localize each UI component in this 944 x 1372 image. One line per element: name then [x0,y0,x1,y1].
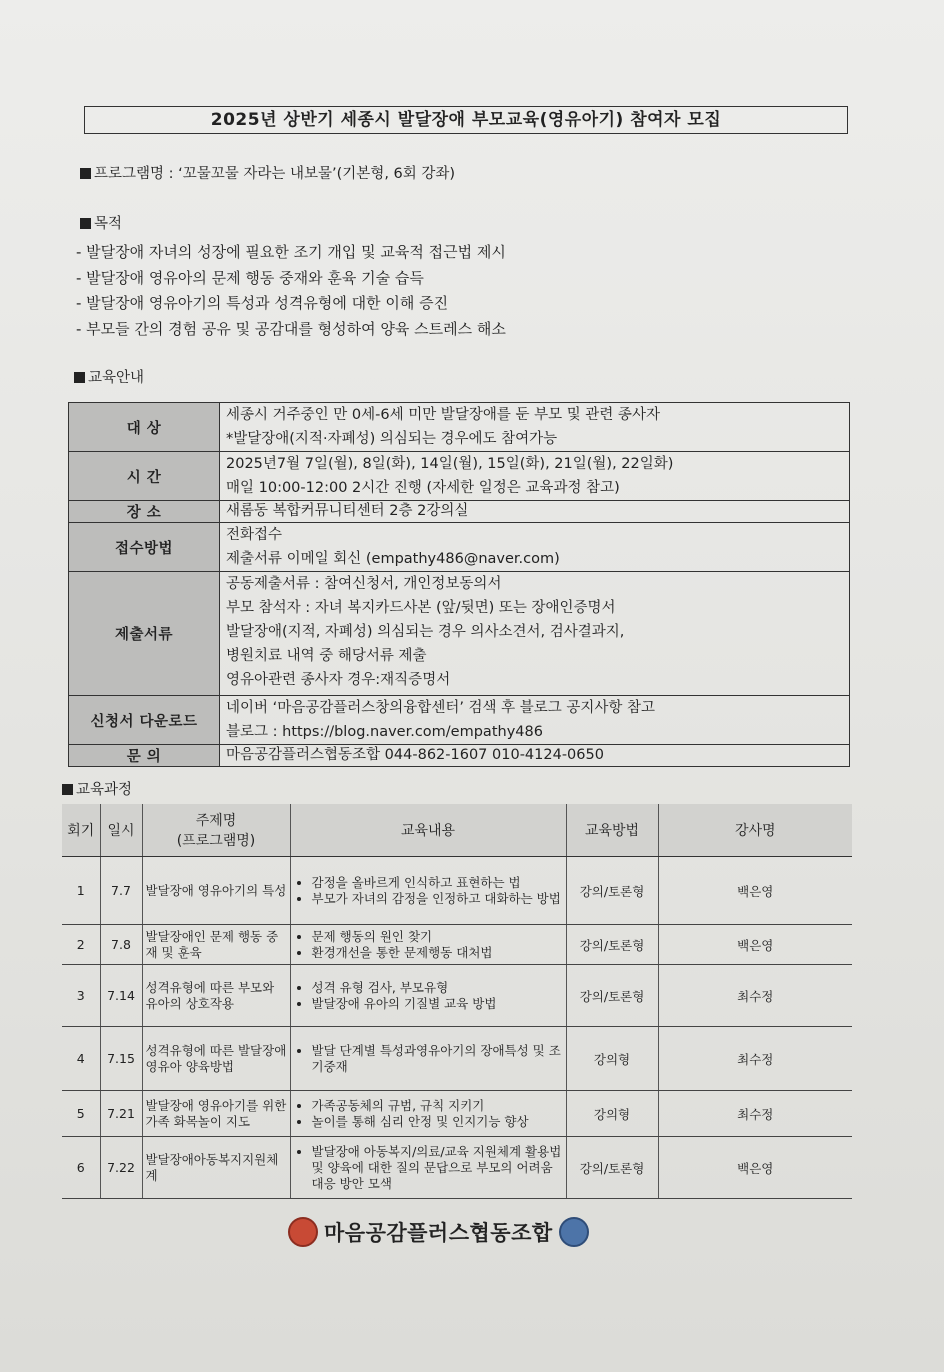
guide-table [68,402,850,767]
table-row: 5 7.21 발달장애 영유아기를 위한 가족 화목놀이 지도 • 가족공동체의 규범, 규칙 지키기 • 놀이를 통해 심리 안정 및 인지기능 향상 강의형 최수정 [62,1091,852,1137]
guide-value: 새롬동 복합커뮤니티센터 2층 2강의실 [220,501,850,523]
guide-row [69,452,850,501]
guide-value: 2025년7월 7일(월), 8일(화), 14일(월), 15일(화), 21일(월), 22일화) 매일 10:00-12:00 2시간 진행 (자세한 일정은 교육과정 참고) [220,452,850,501]
guide-value: 공동제출서류 : 참여신청서, 개인정보동의서 부모 참석자 : 자녀 복지카드사본 (앞/뒷면) 또는 장애인증명서 발달장애(지적, 자폐성) 의심되는 경우 의사소견서, 검사결과지, 병원치료 내역 중 해당서류 제출 영유아관련 종사자 경우:재직증명서 [220,572,850,696]
guide-label: 대 상 [69,403,220,452]
guide-value: 네이버 ‘마음공감플러스창의융합센터’ 검색 후 블로그 공지사항 참고 블로그 : https://blog.naver.com/empathy486 [220,696,850,745]
purpose-list [76,240,506,342]
header-content: 교육내용 [290,804,566,857]
header-method: 교육방법 [566,804,658,857]
guide-label: 접수방법 [69,523,220,572]
square-bullet-icon [80,168,91,179]
document-title: 2025년 상반기 세종시 발달장애 부모교육(영유아기) 참여자 모집 [84,106,848,134]
guide-row [69,696,850,745]
header-no: 회기 [62,804,100,857]
guide-row [69,745,850,767]
table-row: 4 7.15 성격유형에 따른 발달장애 영유아 양육방법 • 발달 단계별 특성과영유아기의 장애특성 및 조기중재 강의형 최수정 [62,1027,852,1091]
table-row: 6 7.22 발달장애아동복지지원체계 • 발달장애 아동복지/의료/교육 지원체계 활용법 및 양육에 대한 질의 문답으로 부모의 어려움 대응 방안 모색 강의/토론형 백은영 [62,1137,852,1199]
program-text: 프로그램명 : ‘꼬물꼬물 자라는 내보물’(기본형, 6회 강좌) [94,166,456,182]
guide-label: 장 소 [69,501,220,523]
purpose-item: - 발달장애 영유아기의 특성과 성격유형에 대한 이해 증진 [76,294,449,312]
course-heading: 교육과정 [62,780,132,800]
table-row: 3 7.14 성격유형에 따른 부모와 유아의 상호작용 • 성격 유형 검사, 부모유형 • 발달장애 유아의 기질별 교육 방법 강의/토론형 최수정 [62,965,852,1027]
header-date: 일시 [100,804,142,857]
guide-value: 전화접수 제출서류 이메일 회신 (empathy486@naver.com) [220,523,850,572]
square-bullet-icon [74,372,85,383]
table-row: 1 7.7 발달장애 영유아기의 특성 • 감정을 올바르게 인식하고 표현하는 법 • 부모가 자녀의 감정을 인정하고 대화하는 방법 강의/토론형 백은영 [62,857,852,925]
header-lecturer: 강사명 [658,804,852,857]
guide-row [69,572,850,696]
org-logo-icon [288,1217,318,1247]
guide-label: 신청서 다운로드 [69,696,220,745]
course-table [62,804,852,1199]
guide-row [69,403,850,452]
guide-label: 제출서류 [69,572,220,696]
purpose-heading: 목적 [80,214,122,234]
guide-row [69,501,850,523]
guide-row [69,523,850,572]
guide-label: 시 간 [69,452,220,501]
guide-heading: 교육안내 [74,368,144,388]
org-emblem-icon [559,1217,589,1247]
blog-link[interactable]: 블로그 : https://blog.naver.com/empathy486 [226,724,543,740]
header-topic: 주제명 (프로그램명) [142,804,290,857]
guide-value: 마음공감플러스협동조합 044-862-1607 010-4124-0650 [220,745,850,767]
program-line [80,164,455,184]
purpose-item: - 발달장애 영유아의 문제 행동 중재와 훈육 기술 습득 [76,268,424,287]
table-row: 2 7.8 발달장애인 문제 행동 중재 및 훈육 • 문제 행동의 원인 찾기 • 환경개선을 통한 문제행동 대처법 강의/토론형 백은영 [62,925,852,965]
square-bullet-icon [62,784,73,795]
footer-org-name: 마음공감플러스협동조합 [324,1221,553,1245]
course-header-row [62,804,852,857]
footer-logo [288,1212,589,1252]
guide-label: 문 의 [69,745,220,767]
guide-value: 세종시 거주중인 만 0세-6세 미만 발달장애를 둔 부모 및 관련 종사자 *발달장애(지적·자폐성) 의심되는 경우에도 참여가능 [220,403,850,452]
square-bullet-icon [80,218,91,229]
purpose-item: - 부모들 간의 경험 공유 및 공감대를 형성하여 양육 스트레스 해소 [76,319,506,338]
purpose-item: - 발달장애 자녀의 성장에 필요한 조기 개입 및 교육적 접근법 제시 [76,243,506,261]
